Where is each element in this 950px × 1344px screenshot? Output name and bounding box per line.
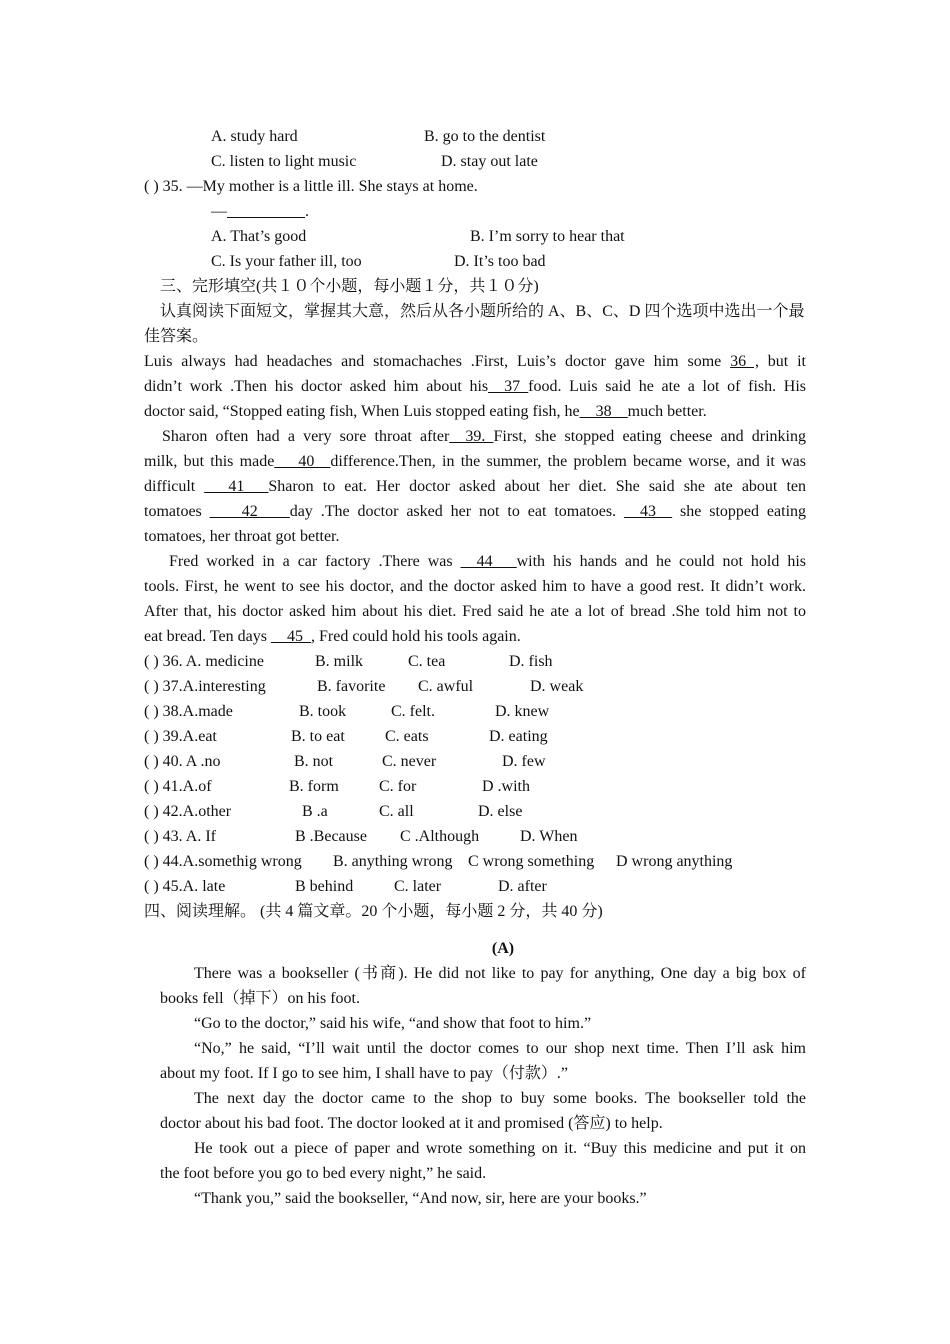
passage-a (144, 961, 806, 1211)
question-row (144, 849, 806, 874)
question-row (144, 699, 806, 724)
option-d: D wrong anything (616, 853, 733, 870)
question-number-option-a: ( ) 45.A. late (144, 878, 226, 895)
option-b: B. milk (315, 653, 364, 670)
question-number-option-a: ( ) 43. A. If (144, 828, 216, 845)
section3-instruction-1: 认真阅读下面短文，掌握其大意，然后从各小题所给的 A、B、C、D 四个选项中选出一个最 (160, 303, 805, 320)
q35-blank (227, 201, 305, 218)
q35-option-a: A. That’s good (211, 228, 307, 245)
option-b: B. took (299, 703, 347, 720)
question-number-option-a: ( ) 38.A.made (144, 703, 233, 720)
q35-stem: ( ) 35. —My mother is a little ill. She stays at home. (144, 178, 478, 195)
option-d: D. few (502, 753, 546, 770)
cloze-text: day .The doctor asked her not to eat tomatoes. (289, 503, 625, 520)
q34-option-b: B. go to the dentist (424, 128, 546, 145)
cloze-text: Sharon often had a very sore throat after (162, 428, 450, 445)
cloze-text: much better. (627, 403, 707, 420)
question-row (144, 674, 806, 699)
blank-38: __38__ (579, 403, 628, 420)
option-d: D. else (478, 803, 523, 820)
section3-instruction-2: 佳答案。 (144, 328, 209, 345)
q34-options-row2 (144, 149, 806, 174)
cloze-text: First, she stopped eating cheese and drinking (493, 428, 806, 445)
q35-option-b: B. I’m sorry to hear that (470, 228, 625, 245)
question-row (144, 799, 806, 824)
passage-a-line: There was a bookseller (书商). He did not like to pay for anything, One day a big box of (194, 965, 806, 982)
cloze-p2-line4 (144, 499, 806, 524)
question-number-option-a: ( ) 42.A.other (144, 803, 232, 820)
option-d: D .with (482, 778, 530, 795)
blank-41: ___41___ (204, 478, 269, 495)
cloze-questions (144, 649, 806, 899)
question-row (144, 749, 806, 774)
cloze-text: with his hands and he could not hold his (516, 553, 806, 570)
option-b: B. favorite (317, 678, 386, 695)
question-number-option-a: ( ) 36. A. medicine (144, 653, 264, 670)
passage-a-line: doctor about his bad foot. The doctor looked at it and promised (答应) to help. (160, 1115, 663, 1132)
option-b: B. form (289, 778, 339, 795)
q35-option-d: D. It’s too bad (454, 253, 546, 270)
blank-39: __39. (449, 428, 494, 445)
passage-a-line: about my foot. If I go to see him, I shall have to pay（付款）.” (160, 1065, 568, 1082)
option-b: B. anything wrong (333, 853, 453, 870)
q35-dash: — (211, 203, 227, 220)
option-c: C. for (379, 778, 417, 795)
section4-heading: 四、阅读理解。 (共 4 篇文章。20 个小题，每小题 2 分，共 40 分) (144, 903, 603, 920)
option-c: C. all (379, 803, 414, 820)
option-c: C. awful (418, 678, 474, 695)
passage-a-line: He took out a piece of paper and wrote something on it. “Buy this medicine and put it on (194, 1140, 806, 1157)
question-row (144, 824, 806, 849)
passage-a-title: (A) (491, 940, 515, 957)
blank-37: __37_ (488, 378, 529, 395)
cloze-p2-line1 (144, 424, 806, 449)
q35-period: . (305, 203, 309, 220)
option-d: D. When (520, 828, 578, 845)
passage-a-line: books fell（掉下）on his foot. (160, 990, 360, 1007)
cloze-p3-line3: After that, his doctor asked him about his diet. Fred said he ate a lot of bread .She told him not to (144, 603, 806, 620)
passage-a-line: “No,” he said, “I’ll wait until the doctor comes to our shop next time. Then I’ll ask him (194, 1040, 806, 1057)
section3-heading: 三、完形填空(共１０个小题，每小题１分，共１０分) (160, 278, 539, 295)
q34-option-d: D. stay out late (441, 153, 538, 170)
blank-45: __45_ (270, 628, 311, 645)
question-number-option-a: ( ) 44.A.somethig wrong (144, 853, 302, 870)
q35-answer-line (144, 199, 806, 224)
question-row (144, 874, 806, 899)
cloze-text: difficult (144, 478, 205, 495)
option-b: B .Because (295, 828, 367, 845)
cloze-text: Fred worked in a car factory .There was (169, 553, 461, 570)
cloze-p3-line4 (144, 624, 806, 649)
option-d: D. fish (509, 653, 553, 670)
blank-36: 36 , (730, 353, 759, 370)
q34-options-row1 (144, 124, 806, 149)
option-c: C. eats (385, 728, 429, 745)
cloze-text: food. Luis said he ate a lot of fish. His (528, 378, 807, 395)
cloze-p2-line5: tomatoes, her throat got better. (144, 528, 340, 545)
cloze-text: eat bread. Ten days (144, 628, 271, 645)
cloze-text: Luis always had headaches and stomachaches .First, Luis’s doctor gave him some (144, 353, 731, 370)
cloze-text: doctor said, “Stopped eating fish, When Luis stopped eating fish, he (144, 403, 580, 420)
cloze-text: , Fred could hold his tools again. (310, 628, 521, 645)
blank-44: __44___ (460, 553, 517, 570)
cloze-p2-line3 (144, 474, 806, 499)
passage-a-line: “Go to the doctor,” said his wife, “and show that foot to him.” (194, 1015, 592, 1032)
cloze-p1-line2 (144, 374, 806, 399)
cloze-p3-line1 (144, 549, 806, 574)
cloze-p1-line3 (144, 399, 806, 424)
q35-options-row2 (144, 249, 806, 274)
cloze-p1-line1 (144, 349, 806, 374)
question-row (144, 774, 806, 799)
passage-a-line: The next day the doctor came to the shop to buy some books. The bookseller told the (194, 1090, 806, 1107)
cloze-p2-line2 (144, 449, 806, 474)
passage-a-line: the foot before you go to bed every night,” he said. (160, 1165, 487, 1182)
blank-40: ___40__ (274, 453, 331, 470)
option-d: D. weak (530, 678, 584, 695)
option-d: D. knew (495, 703, 550, 720)
option-b: B. not (294, 753, 334, 770)
option-b: B behind (295, 878, 354, 895)
cloze-text: didn’t work .Then his doctor asked him about his (144, 378, 489, 395)
cloze-text: but it (758, 353, 806, 370)
blank-42: ____42____ (209, 503, 290, 520)
blank-43: __43__ (624, 503, 673, 520)
q35-option-c: C. Is your father ill, too (211, 253, 362, 270)
passage-a-line: “Thank you,” said the bookseller, “And now, sir, here are your books.” (194, 1190, 647, 1207)
exam-page (144, 124, 806, 1211)
option-d: D. eating (489, 728, 548, 745)
question-number-option-a: ( ) 41.A.of (144, 778, 212, 795)
question-number-option-a: ( ) 39.A.eat (144, 728, 217, 745)
question-number-option-a: ( ) 37.A.interesting (144, 678, 266, 695)
cloze-text: milk, but this made (144, 453, 275, 470)
question-row (144, 649, 806, 674)
question-number-option-a: ( ) 40. A .no (144, 753, 221, 770)
option-c: C. tea (408, 653, 446, 670)
cloze-text: she stopped eating (672, 503, 807, 520)
question-row (144, 724, 806, 749)
option-c: C. later (394, 878, 442, 895)
cloze-p3-line2: tools. First, he went to see his doctor, and the doctor asked him to have a good rest. It didn’t work. (144, 578, 806, 595)
option-c: C wrong something (468, 853, 595, 870)
cloze-text: tomatoes (144, 503, 210, 520)
option-c: C. felt. (391, 703, 435, 720)
option-c: C .Although (400, 828, 480, 845)
option-c: C. never (382, 753, 437, 770)
option-b: B. to eat (291, 728, 345, 745)
q34-option-a: A. study hard (211, 128, 298, 145)
option-d: D. after (498, 878, 547, 895)
cloze-text: Sharon to eat. Her doctor asked about her diet. She said she ate about ten (268, 478, 807, 495)
option-b: B .a (302, 803, 328, 820)
cloze-text: difference.Then, in the summer, the problem became worse, and it was (330, 453, 807, 470)
q34-option-c: C. listen to light music (211, 153, 357, 170)
q35-options-row1 (144, 224, 806, 249)
